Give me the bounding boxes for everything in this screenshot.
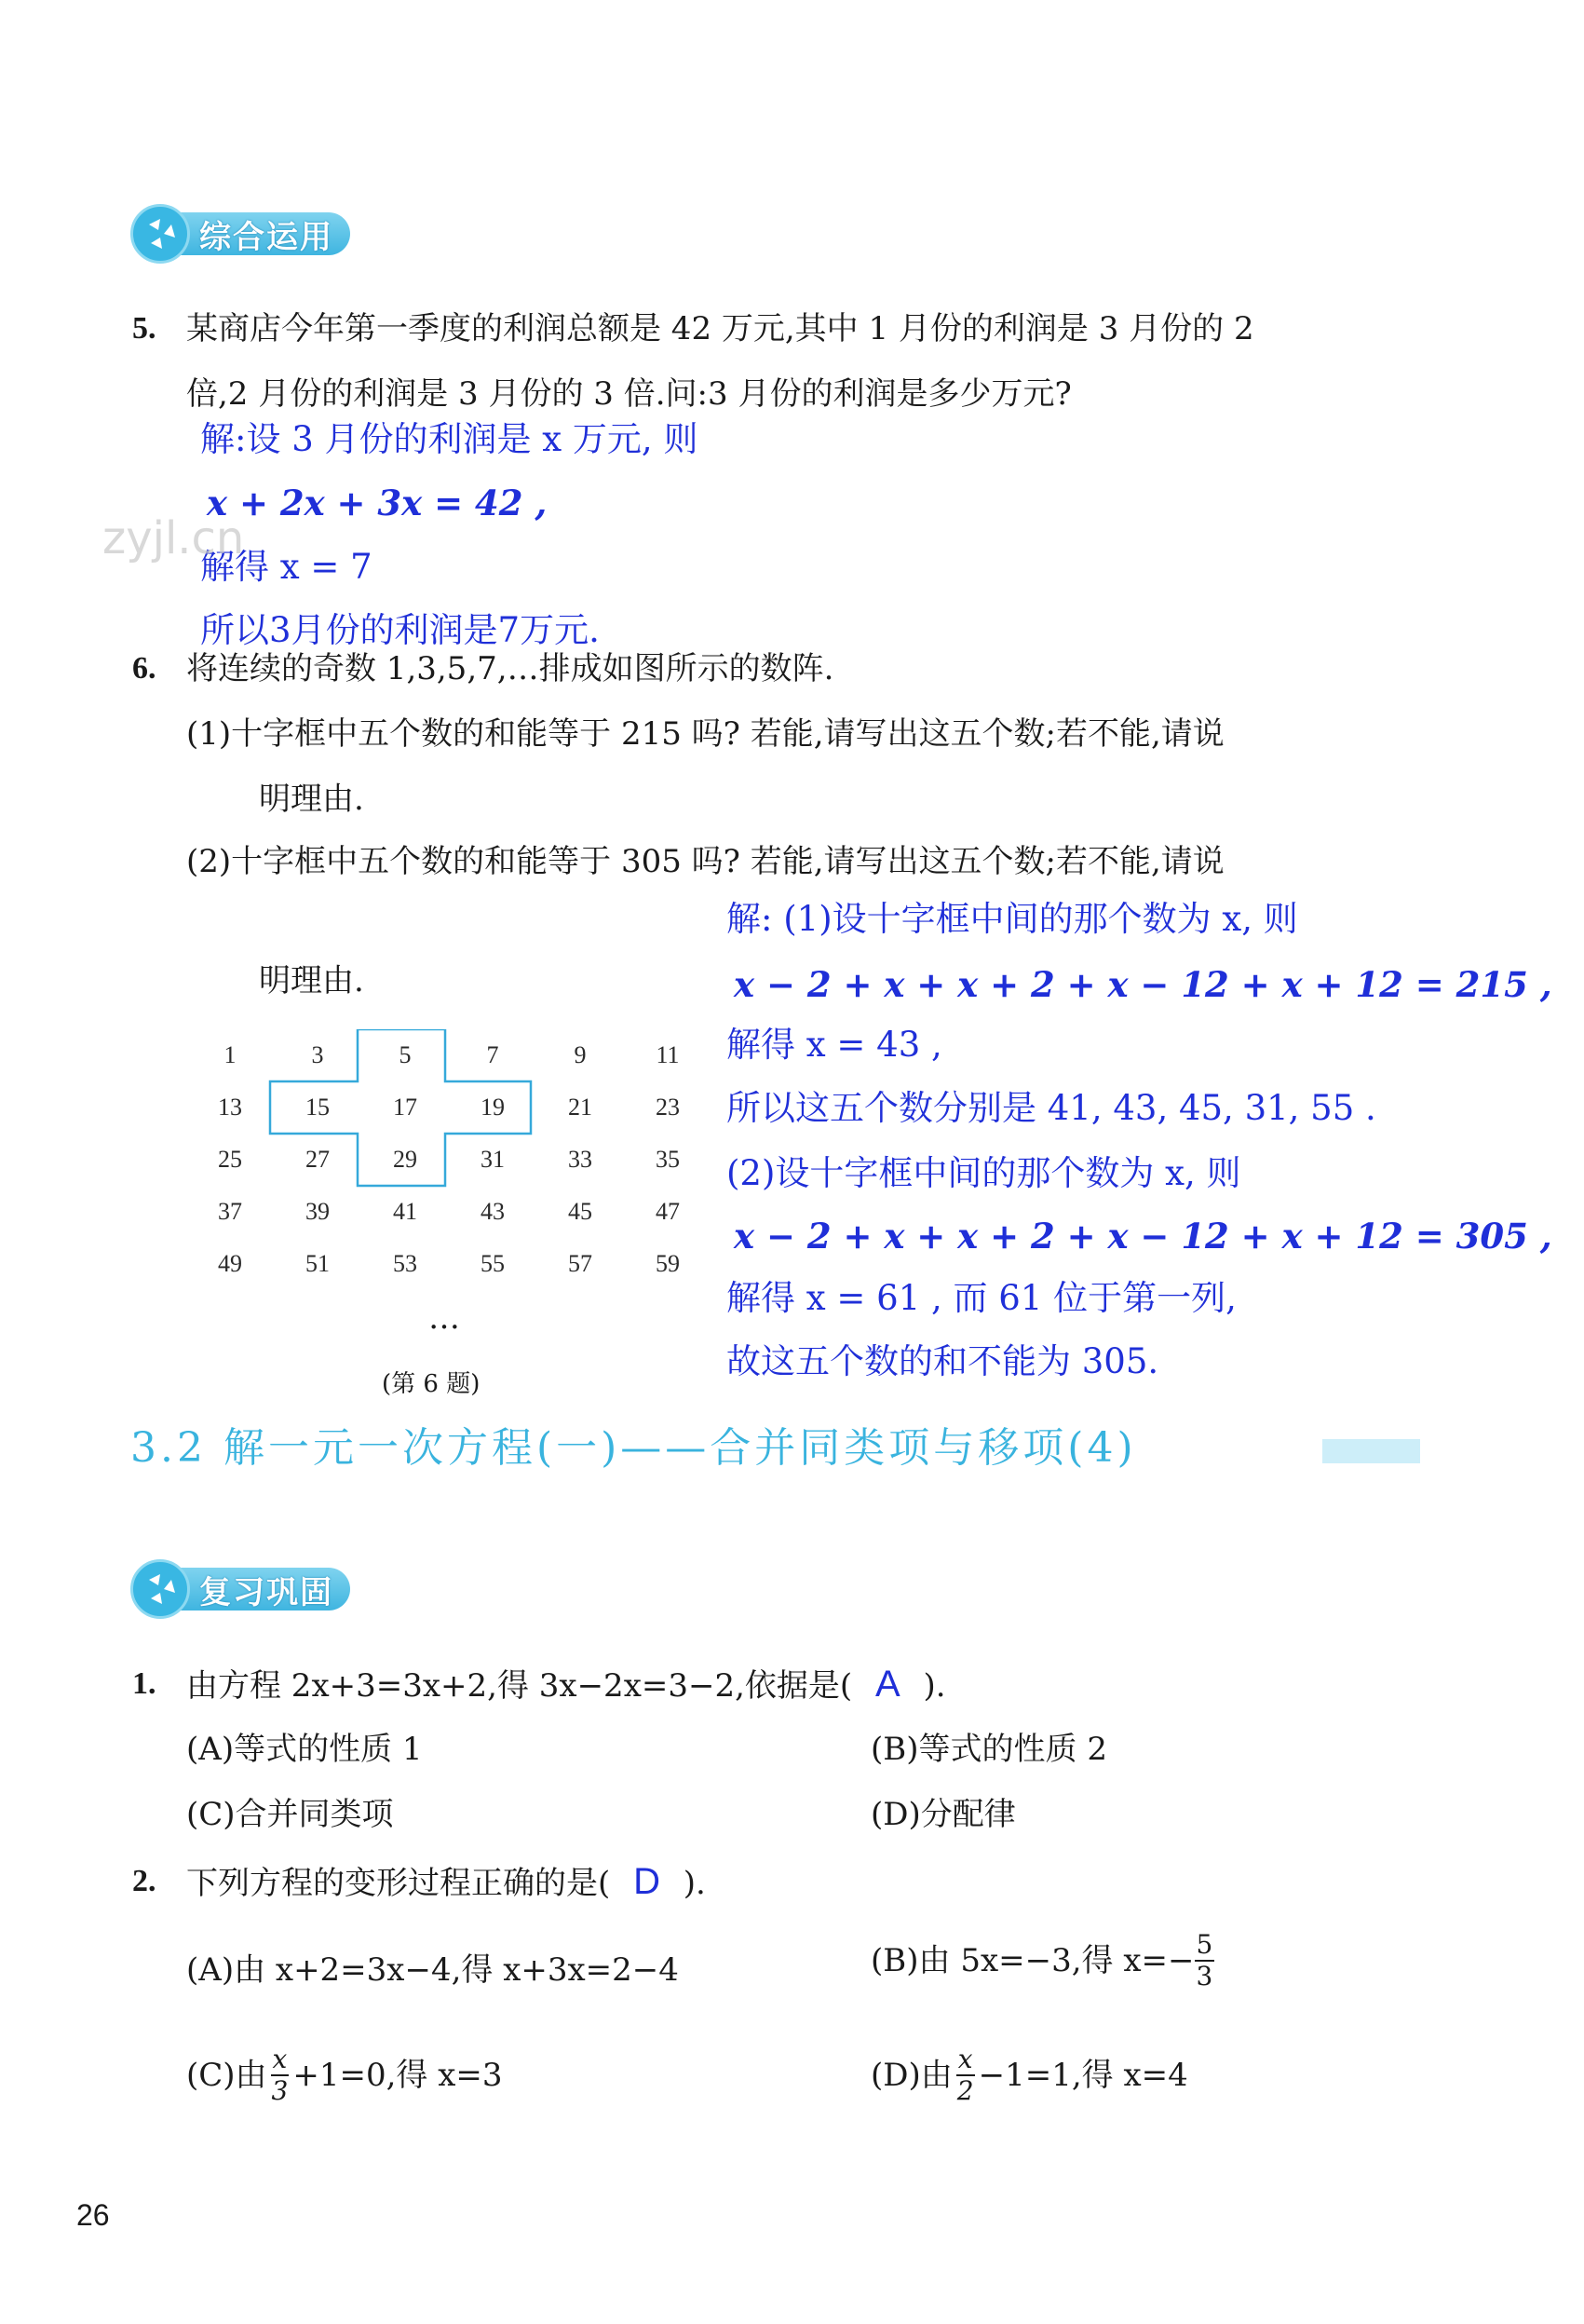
question-1-option-c: (C)合并同类项 bbox=[186, 1796, 394, 1833]
question-6-part2-line1: (2)十字框中五个数的和能等于 305 吗? 若能,请写出这五个数;若不能,请说 bbox=[186, 843, 1225, 880]
grid-cell: 55 bbox=[481, 1250, 505, 1277]
badge-label: 复习巩固 bbox=[169, 1568, 350, 1610]
option-b-fraction bbox=[1195, 1930, 1215, 1991]
grid-cell: 23 bbox=[656, 1094, 680, 1121]
option-c-fraction bbox=[271, 2045, 290, 2106]
grid-cell: 57 bbox=[568, 1250, 592, 1277]
question-1-close: ). bbox=[923, 1667, 946, 1705]
grid-cell: 17 bbox=[393, 1094, 417, 1121]
grid-cell: 27 bbox=[305, 1146, 330, 1173]
page-number: 26 bbox=[76, 2198, 110, 2232]
grid-cell: 9 bbox=[574, 1041, 587, 1068]
grid-cell: 49 bbox=[218, 1250, 242, 1277]
badge-logo-icon bbox=[130, 204, 190, 264]
answer-6-line: 解得 x = 61 , 而 61 位于第一列, bbox=[726, 1278, 1237, 1318]
fraction-numerator: x bbox=[957, 2044, 973, 2074]
question-2-close: ). bbox=[683, 1865, 706, 1902]
figure-caption: (第 6 题) bbox=[382, 1370, 481, 1398]
grid-cell: 59 bbox=[656, 1250, 680, 1277]
grid-cell: 21 bbox=[568, 1094, 592, 1121]
answer-6-line: 所以这五个数分别是 41, 43, 45, 31, 55 . bbox=[726, 1088, 1376, 1128]
question-2-stem bbox=[186, 1863, 706, 1902]
question-5-line2: 倍,2 月份的利润是 3 月份的 3 倍.问:3 月份的利润是多少万元? bbox=[186, 375, 1072, 413]
question-2-option-b bbox=[871, 1930, 1214, 1991]
odd-number-array bbox=[186, 1029, 708, 1299]
grid-cell: 37 bbox=[218, 1198, 242, 1225]
grid-cell: 39 bbox=[305, 1198, 330, 1225]
fraction-numerator: 5 bbox=[1196, 1929, 1213, 1960]
option-b-text: (B)由 5x=−3,得 x=− bbox=[871, 1942, 1195, 1979]
answer-6-line: x − 2 + x + x + 2 + x − 12 + x + 12 = 215 , bbox=[734, 964, 1552, 1005]
question-2-number: 2. bbox=[132, 1864, 156, 1898]
grid-ellipsis: … bbox=[428, 1299, 460, 1337]
section-badge-review bbox=[130, 1560, 350, 1618]
grid-cell: 41 bbox=[393, 1198, 417, 1225]
watermark: zyjl.cn bbox=[102, 512, 245, 564]
question-1-stem bbox=[186, 1665, 946, 1705]
question-2-option-a: (A)由 x+2=3x−4,得 x+3x=2−4 bbox=[186, 1951, 679, 1989]
grid-cell: 1 bbox=[223, 1041, 237, 1068]
question-6-part2-line2: 明理由. bbox=[259, 962, 364, 999]
question-2-option-c bbox=[186, 2045, 503, 2106]
grid-cell: 35 bbox=[656, 1146, 680, 1173]
question-1-option-a: (A)等式的性质 1 bbox=[186, 1731, 423, 1768]
grid-cell: 15 bbox=[305, 1094, 330, 1121]
section-title: 3.2 解一元一次方程(一)——合并同类项与移项(4) bbox=[130, 1424, 1137, 1472]
question-1-answer: A bbox=[875, 1664, 900, 1705]
question-2-option-d bbox=[871, 2045, 1188, 2106]
fraction-denominator: 3 bbox=[271, 2075, 289, 2106]
question-1-option-d: (D)分配律 bbox=[871, 1796, 1016, 1833]
grid-cell: 53 bbox=[393, 1250, 417, 1277]
grid-cell: 29 bbox=[393, 1146, 417, 1173]
grid-cell: 51 bbox=[305, 1250, 330, 1277]
question-2-answer: D bbox=[633, 1861, 660, 1902]
badge-logo-icon bbox=[130, 1559, 190, 1619]
grid-cell: 43 bbox=[481, 1198, 505, 1225]
grid-cell: 45 bbox=[568, 1198, 592, 1225]
question-1-number: 1. bbox=[132, 1666, 156, 1701]
answer-6-line: x − 2 + x + x + 2 + x − 12 + x + 12 = 305 , bbox=[734, 1216, 1552, 1257]
section-title-bar bbox=[1322, 1439, 1420, 1463]
grid-cell: 19 bbox=[481, 1094, 505, 1121]
grid-cell: 25 bbox=[218, 1146, 242, 1173]
option-d-rest: −1=1,得 x=4 bbox=[978, 2057, 1188, 2094]
grid-cell: 11 bbox=[656, 1041, 680, 1068]
grid-cell: 13 bbox=[218, 1094, 242, 1121]
grid-cell: 7 bbox=[486, 1041, 499, 1068]
question-2-text: 下列方程的变形过程正确的是( bbox=[186, 1865, 611, 1902]
question-1-text: 由方程 2x+3=3x+2,得 3x−2x=3−2,依据是( bbox=[186, 1667, 853, 1705]
option-c-rest: +1=0,得 x=3 bbox=[292, 2057, 503, 2094]
grid-cell: 3 bbox=[311, 1041, 324, 1068]
grid-cell: 31 bbox=[481, 1146, 505, 1173]
answer-5-line3: 解得 x = 7 bbox=[200, 547, 372, 587]
option-d-text: (D)由 bbox=[871, 2057, 953, 2094]
answer-6-line: 解得 x = 43 , bbox=[726, 1025, 942, 1065]
answer-6-line: 故这五个数的和不能为 305. bbox=[726, 1341, 1159, 1381]
badge-label: 综合运用 bbox=[169, 212, 350, 255]
grid-cell: 5 bbox=[399, 1041, 412, 1068]
question-6-stem: 将连续的奇数 1,3,5,7,…排成如图所示的数阵. bbox=[186, 650, 834, 687]
fraction-denominator: 2 bbox=[956, 2075, 974, 2106]
question-5-number: 5. bbox=[132, 311, 156, 346]
answer-6-line: (2)设十字框中间的那个数为 x, 则 bbox=[726, 1153, 1241, 1193]
answer-5-line1: 解:设 3 月份的利润是 x 万元, 则 bbox=[200, 419, 698, 459]
answer-5-line2: x + 2x + 3x = 42 , bbox=[207, 482, 548, 523]
grid-cell: 47 bbox=[656, 1198, 680, 1225]
question-5-line1: 某商店今年第一季度的利润总额是 42 万元,其中 1 月份的利润是 3 月份的 2 bbox=[186, 310, 1254, 347]
fraction-denominator: 3 bbox=[1196, 1961, 1213, 1991]
fraction-numerator: x bbox=[272, 2044, 288, 2074]
question-6-part1-line2: 明理由. bbox=[259, 781, 364, 818]
answer-6-line: 解: (1)设十字框中间的那个数为 x, 则 bbox=[726, 899, 1298, 939]
question-6-number: 6. bbox=[132, 651, 156, 686]
option-c-text: (C)由 bbox=[186, 2057, 267, 2094]
option-d-fraction bbox=[956, 2045, 975, 2106]
question-6-part1-line1: (1)十字框中五个数的和能等于 215 吗? 若能,请写出这五个数;若不能,请说 bbox=[186, 715, 1225, 753]
question-1-option-b: (B)等式的性质 2 bbox=[871, 1731, 1107, 1768]
section-badge-comprehensive bbox=[130, 205, 350, 263]
grid-cell: 33 bbox=[568, 1146, 592, 1173]
answer-5-line4: 所以3月份的利润是7万元. bbox=[200, 610, 600, 650]
